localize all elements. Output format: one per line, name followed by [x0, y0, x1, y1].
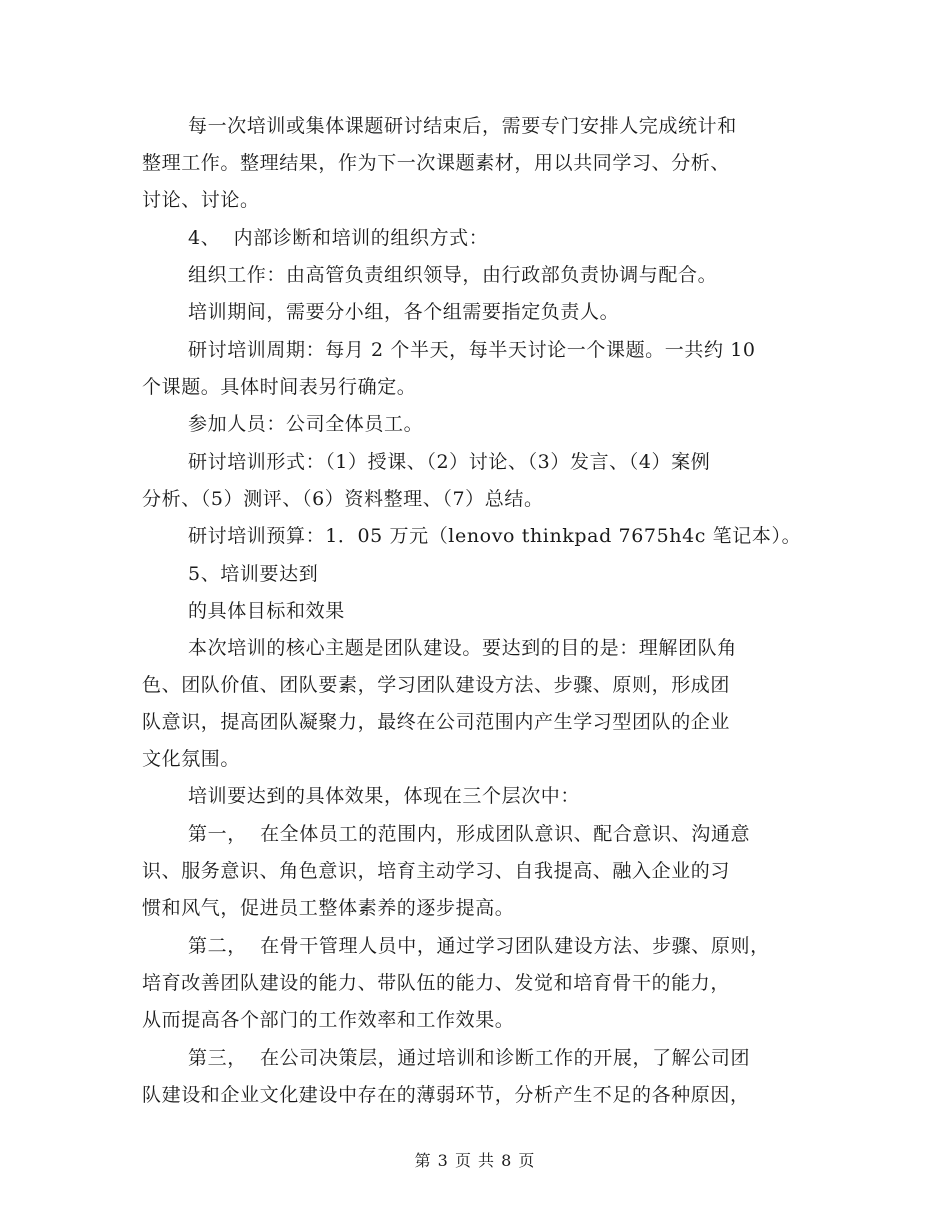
paragraph-line: 色、团队价值、团队要素，学习团队建设方法、步骤、原则，形成团 — [142, 674, 731, 696]
paragraph-line: 培育改善团队建设的能力、带队伍的能力、发觉和培育骨干的能力， — [142, 972, 731, 994]
paragraph-line: 队意识，提高团队凝聚力，最终在公司范围内产生学习型团队的企业 — [142, 711, 731, 733]
section-heading: 5、培训要达到 — [188, 563, 319, 585]
section-heading: 的具体目标和效果 — [188, 600, 345, 622]
paragraph-line: 讨论、讨论。 — [142, 189, 260, 211]
page-number: 第 3 页 共 8 页 — [414, 1151, 536, 1170]
paragraph-line: 本次培训的核心主题是团队建设。要达到的目的是：理解团队角 — [188, 637, 737, 659]
paragraph-line: 研讨培训预算：1．05 万元（lenovo thinkpad 7675h4c 笔记本）。 — [188, 525, 802, 547]
paragraph-line: 惯和风气，促进员工整体素养的逐步提高。 — [142, 897, 515, 919]
paragraph-line: 培训要达到的具体效果，体现在三个层次中： — [188, 785, 581, 807]
paragraph-line: 每一次培训或集体课题研讨结束后，需要专门安排人完成统计和 — [188, 115, 737, 137]
paragraph-line: 队建设和企业文化建设中存在的薄弱环节，分析产生不足的各种原因， — [142, 1084, 750, 1106]
paragraph-line: 第一， 在全体员工的范围内，形成团队意识、配合意识、沟通意 — [188, 823, 751, 845]
paragraph-line: 识、服务意识、角色意识，培育主动学习、自我提高、融入企业的习 — [142, 860, 731, 882]
paragraph-line: 第二， 在骨干管理人员中，通过学习团队建设方法、步骤、原则， — [188, 935, 770, 957]
paragraph-line: 第三， 在公司决策层，通过培训和诊断工作的开展，了解公司团 — [188, 1047, 751, 1069]
section-heading: 4、 内部诊断和培训的组织方式： — [188, 227, 489, 249]
paragraph-line: 文化氛围。 — [142, 748, 241, 770]
paragraph-line: 分析、（5）测评、（6）资料整理、（7）总结。 — [142, 488, 544, 510]
paragraph-line: 培训期间，需要分小组，各个组需要指定负责人。 — [188, 301, 620, 323]
paragraph-line: 组织工作：由高管负责组织领导，由行政部负责协调与配合。 — [188, 264, 718, 286]
paragraph-line: 个课题。具体时间表另行确定。 — [142, 376, 417, 398]
paragraph-line: 整理工作。整理结果，作为下一次课题素材，用以共同学习、分析、 — [142, 152, 731, 174]
paragraph-line: 研讨培训形式：（1）授课、（2）讨论、（3）发言、（4）案例 — [188, 451, 711, 473]
paragraph-line: 参加人员：公司全体员工。 — [188, 413, 424, 435]
paragraph-line: 研讨培训周期：每月 2 个半天，每半天讨论一个课题。一共约 10 — [188, 339, 756, 361]
paragraph-line: 从而提高各个部门的工作效率和工作效果。 — [142, 1009, 515, 1031]
